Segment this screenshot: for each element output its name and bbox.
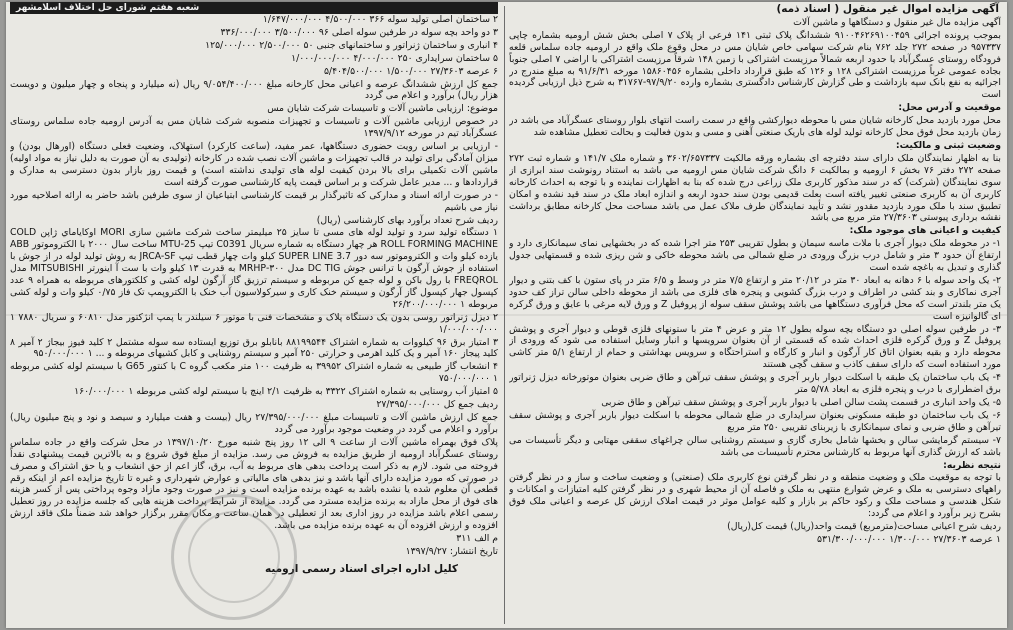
paragraph: ۱ عرصه ۲۷/۳۶۰۳ ۱/۳۰۰/۰۰۰ ۵۳۱/۳۰۰/۰۰۰/۰۰۰ [816, 533, 1001, 545]
top-banner: شعبه هفتم شورای حل اختلاف اسلامشهر [10, 2, 498, 14]
paragraph: بموجب پرونده اجرائی ۹۱۰۰۴۶۲۶۹۱۰۰۴۵۹ ششدانگ پلاک ثبتی ۱۴۱ فرعی از پلاک ۷ اصلی بخش شش ارومیه بشماره چاپی ۹۵۷۳۳۷ در صفحه ۲۷۲ جلد ۷۶۲ بنام شرکت سهامی خاص شایان مس در محل وقوع ملک واقع در ارومیه جاده سلماس قلعه فرودگاه روستای عسگرآباد با حدود اربعه شمالاً مرزیست اشتراکی با زمین ۱۴۸ شرقاً مرزیست اشتراکی با اراضی ۷ اصلی جنوباً بجاده عمومی غرباً مرزیست اشتراکی ۱۲۸ و ۱۲۶ که طبق قرارداد داخلی بشماره ۱۵۸۶۰۴۵۶ مورخه ۹۱/۶/۳۱ به مبلغ مندرج در اجرائیه به نفع بانک سپه بازداشت و طی گزارش کارشناس دادگستری بشماره وارده ۹۷/۹/۲۰-۳۱۷۶۷ به شرح ذیل ارزیابی گردیده است [509, 29, 1001, 101]
paragraph: ۴- یک باب ساختمان یک طبقه با اسکلت دیوار باربر آجری و پوشش سقف تیرآهن و طاق ضربی بعنوان موتورخانه دیزل ژنراتور برق اضطراری با درب و پنجره فلزی به ابعاد ۵/۷۸ متر [509, 372, 1001, 396]
paragraph: ۳- در طرفین سوله اصلی دو دستگاه بچه سوله بطول ۱۲ متر و عرض ۴ متر با ستونهای فلزی قوطی و دیوار آجری و پوشش پروفیل Z و ورق گرکره فلزی احداث شده که قسمتی از آن بعنوان سرویسها و انبار وسایل استفاده می شود که ورودی از محوطه دارد و بقیه بعنوان اتاق کار آرگون و انبار و کارگاه و استراحتگاه و سرویس بهداشتی و حمام از ارتفاع ۵/۱ متر کاشی مورد استفاده است که دارای سقف کاذب و سقف گچی هستند [509, 323, 1001, 371]
paragraph: ۲ دیزل ژنراتور روسی بدون یک دستگاه پلاک و مشخصات فنی با موتور ۶ سیلندر با پمپ انژکتور مدل ۶۰۸۱۰ و سریال ۷۸۸۰ ۱ ۱/۰۰۰/۰۰۰/۰۰۰ [10, 311, 498, 335]
paragraph: ۵ ساختمان سرایداری ۲۵۰ ۴/۰۰۰/۰۰۰ ۱/۰۰۰/۰۰۰/۰۰۰ [291, 52, 498, 64]
newspaper-page [6, 2, 1007, 628]
paragraph: آگهی مزایده مال غیر منقول و دستگاهها و ماشین آلات [793, 16, 1001, 28]
signature: کلیل اداره اجرای اسناد رسمی ارومیه [265, 562, 458, 575]
stamp-seal [171, 494, 297, 620]
paragraph: ۶- یک باب ساختمان دو طبقه مسکونی بعنوان سرایداری در ضلع شمالی محوطه با اسکلت دیوار باربر آجری و پوشش سقف تیرآهن و طاق ضربی و نمای سیمانکاری با زیربنای تقریبی ۲۵۰ متر مربع [509, 409, 1001, 433]
paragraph: جمع کل ارزش ششدانگ عرصه و اعیانی محل کارخانه مبلغ ۹/۰۵۴/۴۰۰/۰۰۰ ریال (نه میلیارد و پنجاه و چهار میلیون و دویست هزار ریال) برآورد و اعلام می گردد [10, 78, 498, 102]
paragraph: ۷- سیستم گرمایشی سالن و بخشها شامل بخاری گازی و سیستم روشنایی سالن چراغهای سقفی مهتابی و دیگر تأسیسات می باشد که ارزش گذاری آنها مربوط به کارشناس محترم تأسیسات می باشد [509, 434, 1001, 458]
column-divider [504, 6, 505, 624]
paragraph: ۳ امتیاز برق ۹۶ کیلووات به شماره اشتراک ۸۸۱۹۹۵۴۴ بانابلو برق توزیع ایستاده سه سوله مشتمل ۲ کلید فیوز بیجاژ ۲ آمپر ۸ کلید پیجاز ۱۶۰ آمپر و یک کلید اهرمی و حرارتی ۲۵۰ آمپر و سیستم روشنایی و کابل کشیهای مربوطه و ... ۱ ۹۵۰/۰۰۰/۰۰۰ [10, 336, 498, 360]
paragraph: بنا به اظهار نمایندگان ملک دارای سند دفترچه ای بشماره ورقه مالکیت ۳۶۰۲/۶۵۷۳۳۷ و شماره ملک ۱۴۱/۷ و شماره ثبت ۲۷۲ صفحه ۲۷۲ دفتر ۷۶ بخش ۶ ارومیه و بمالکیت ۶ دانگ شرکت شایان مس ارومیه می باشد به استناد رونوشت سند ابرازی از سوی نمایندگان (شرکت) که در سند مذکور کاربری ملک زراعی درج شده که بنا به اظهارات نماینده و با توجه به احداث کارخانه کاربری آن به کاربری صنعتی تغییر یافته است بعلت قدیمی بودن سند حدود اربعه و اندازه ابعاد ملک در سند قید نشده و امکان تطبیق سند با ملک مورد بازدید مقدور نشد و تأیید نمایندگان طرف ملاک عمل می باشد مساحت محل کارخانه مطابق برداشت نقشه برداری پیوستی ۲۷/۳۶۰۳ متر مربع می باشد [509, 152, 1001, 224]
right-column-body [509, 17, 1001, 546]
notice-title: آگهی مزایده اموال غیر منقول ( اسناد ذمه) [776, 3, 999, 15]
paragraph: ردیف شرح اعیانی مساحت(مترمربع) قیمت واحد(ریال) قیمت کل(ریال) [727, 521, 1001, 533]
paragraph: - در صورت ارائه اسناد و مدارکی که تاثیرگذار بر قیمت کارشناسی ابتیاعیان از سوی طرفین باشد حاضر به ارائه اصلاحیه مورد نیاز می باشیم [10, 189, 498, 213]
paragraph: با توجه به موقعیت ملک و وضعیت منطقه و در نظر گرفتن نوع کاربری ملک (صنعتی) و وضعیت ساخت و ساز و در نظر گرفتن راههای دسترسی به ملک و عرض شوارع منتهی به ملک و فاصله آن از محیط شهری و در نظر گرفتن کلیه امتیازات و امکانات و شکل هندسی و مساحت ملک و رکود حاکم بر بازار و کلیه عوامل موثر در قیمت املاک ارزش کل عرصه و اعیانی ملک فوق بشرح زیر برآورد و اعلام می گردد: [509, 472, 1001, 520]
paragraph: وضعیت ثبتی و مالکیت: [895, 139, 1001, 151]
paragraph: ۶ عرصه ۲۷/۳۶۰۳ ۱/۵۰۰/۰۰۰ ۵/۴۰۴/۵۰۰/۰۰۰ [323, 65, 498, 77]
paragraph: کیفیت و اعیانی های موجود ملک: [849, 225, 1001, 237]
paragraph: م الف ۳۱۱ [456, 533, 498, 545]
left-column-body [10, 14, 498, 558]
paragraph: نتیجه نظریه: [943, 459, 1001, 471]
right-column [509, 2, 1001, 628]
paragraph: موضوع: ارزیابی ماشین آلات و تاسیسات شرکت شایان مس [267, 103, 498, 115]
paragraph: ۵ امتیاز آب روستایی به شماره اشتراک ۳۳۲۲ به ظرفیت ۲/۱ اینچ با سیستم لوله کشی مربوطه ۱ ۱۶۰/۰۰۰/۰۰۰ [74, 386, 498, 398]
paragraph: ۴ انباری و ساختمان ژنراتور و ساختمانهای جنبی ۵۰ ۲/۵۰۰/۰۰۰ ۱۲۵/۰۰۰/۰۰۰ [205, 39, 498, 51]
paragraph: محل مورد بازدید محل کارخانه شایان مس با محوطه دیوارکشی واقع در سمت راست انتهای بلوار روستای عسگرآباد می باشد در زمان بازدید محل فوق محل کارخانه تولید لوله های باریک صنعتی آهنی و مسی و بدون فعالیت و بحالت تعطیل مشاهده شد [509, 115, 1001, 139]
paragraph: ۱ دستگاه تولید سرد و تولید لوله های مسی تا سایز ۲۵ میلیمتر ساخت شرکت ماشین سازی MORI اوکایاماي ژاپن COLD ROLL FORMING MACHINE هر چهار دستگاه به شماره سریال C0391 تیپ MTU-25 ساخت سال ۲۰۰۰ با الکتروموتور ABB یازده کیلو وات و الکتروموتور سه دور SUPER LINE 3.7 کیلو وات چهار قطب تیپ JRCA-SF به روش تولید لوله در از جوش با استفاده از جوش آرگون با ترانس جوش DC TIG مدل ۳۰۰-MRHP به قدرت ۱۳ کیلو وات با ست آ اینورتر MITSUBISHI مدل FREQROL با رول باکن و لوله جمع کن مربوطه و سیستم ترزیق گاز آرگون لوله کشی و کلکتورهای مربوطه به همراه ۹ عدد کپسول جهار کپسول گاز آرگون و سیستم خنک کاری و سیرکولاسیون آب خنک با الکتروپمپ تک فاز ۰/۷۵ کیلو وات و لوله کشی مربوطه ۱ ۲۶/۲۰۰/۰۰۰/۰۰۰ [10, 227, 498, 310]
paragraph: - ارزیابی بر اساس رویت حضوری دستگاهها، عمر مفید، (ساعت کارکرد) استهلاک، وضعیت فعلی دستگاه (اورهال بودن) و میزان آمادگی برای تولید در قالب تجهیزات و ماشین آلات نصب شده در کارخانه (تولیدی به آن صورت به دلیل نیاز به مواد اولیه) ماشین آلات تکمیلی برای بالا بردن کیفیت لوله های تولیدی نداشته است) و قیمت روز بازار بدون دسترسی به مدارک و قراردادها و ... مدیر عامل شرکت و بر اساس قیمت پایه کارشناسی صورت گرفته است [10, 141, 498, 188]
paragraph: در خصوص ارزیابی ماشین آلات و تاسیسات و تجهیزات منصوبه شرکت شایان مس به آدرس ارومیه جاده سلماس روستای عسگرآباد تیم در مورخه ۱۳۹۷/۹/۱۲ [10, 116, 498, 140]
paragraph: ۲- یک واحد سوله با ۶ دهانه به ابعاد ۳۰ متر در ۲۰/۱۲ متر و ارتفاع ۷/۵ متر در وسط و ۶/۵ متر در پای ستون با کف بتنی و دیوار آجری نماکاری و بند کشی در اطراف و درب بزرگ کشویی و پنجره های فلزی می باشد از محوطه داخلی سالن تراز کف حدود یک متر بلندتر است که محل فرآوری دستگاهها می باشد پوشش سقف سوله از پروفیل Z و ورق لایه مرغی با عایق و ورق گرکره ای گالوانیزه است [509, 274, 1001, 322]
paragraph: پلاک فوق بهمراه ماشین آلات از ساعت ۹ الی ۱۲ روز پنج شنبه مورخ ۱۳۹۷/۱۰/۲۰ در محل شرکت واقع در جاده سلماس روستای عسگرآباد ارومیه از طریق مزایده به فروش می رسد. مزایده از مبلغ فوق شروع و به بالاترین قیمت پیشنهادی نقداً فروخته می شود. لازم به ذکر است پرداخت بدهی های مربوط به آب، برق، گاز اعم از حق انشعاب و یا حق اشتراک و مصرف در صورتی که مورد مزایده دارای آنها باشد و نیز بدهی های مالیاتی و عوارض شهرداری و غیره تا تاریخ مزایده اعم از اینکه رقم قطعی آن معلوم شده یا نشده باشد به عهده برنده مزایده است و نیز در صورت وجود مازاد وجوه پرداختی پس از کسر هزینه های فوق از محل مازاد به برنده مزایده مسترد می گردد. مزایده از شرایط پرداخت هزینه هایی که جلسه مزایده در روز تعطیل رسمی اعلام باشد مزایده در روز اداری بعد از تعطیلی در همان ساعت و مکان مقرر برگزار خواهد شد ضمناً ملک فاقد ارزش افزوده و ارزش افزوده آن به عهده برنده مزایده می باشد. [10, 436, 498, 532]
paragraph: ۵- یک واحد انباری در قسمت پشت سالن اصلی با دیوار باربر آجری و پوشش سقف تیرآهن و طاق ضربی [601, 397, 1001, 408]
paragraph: ۳ دو واحد بچه سوله در طرفین سوله اصلی ۹۶ ۳/۵۰۰/۰۰۰ ۳۳۶/۰۰۰/۰۰۰ [220, 26, 498, 38]
paragraph: تاریخ انتشار: ۱۳۹۷/۹/۲۷ [405, 545, 498, 557]
paragraph: جمع کل ارزش ماشین آلات و تاسیسات مبلغ ۲۷/۳۹۵/۰۰۰/۰۰۰ ریال (بیست و هفت میلیارد و سیصد و نود و پنج میلیون ریال) برآورد و اعلام می گردد در وضعیت موجود برآورد می گردد [10, 412, 498, 435]
paragraph: ۴ انشعاب گاز طبیعی به شماره اشتراک ۳۹۹۵۲ به ظرفیت ۱۰۰ متر مکعب گروه C با کنتور G65 با سیستم لوله کشی مربوطه ۱ ۷۵۰/۰۰۰/۰۰۰ [10, 361, 498, 385]
paragraph: ۲ ساختمان اصلی تولید سوله ۳۶۶ ۴/۵۰۰/۰۰۰ ۱/۶۴۷/۰۰۰/۰۰۰ [262, 14, 498, 25]
paragraph: ردیف جمع کل ۲۷/۳۹۵/۰۰۰/۰۰۰ [376, 399, 498, 411]
paragraph: موقعیت و آدرس محل: [898, 102, 1001, 114]
paragraph: ۱- در محوطه ملک دیوار آجری با ملات ماسه سیمان و بطول تقریبی ۲۵۳ متر اجرا شده که در بخشهایی نمای سیمانکاری دارد و ارتفاع آن حدود ۳ متر و شامل درب بزرگ ورودی در ضلع شمالی می باشد محوطه خاکی و شن ریزی شده و قسمتهایی جدول گذاری و تبدیل به باغچه شده است [509, 238, 1001, 274]
paragraph: ردیف شرح تعداد برآورد بهای کارشناسی (ریال) [316, 214, 498, 226]
